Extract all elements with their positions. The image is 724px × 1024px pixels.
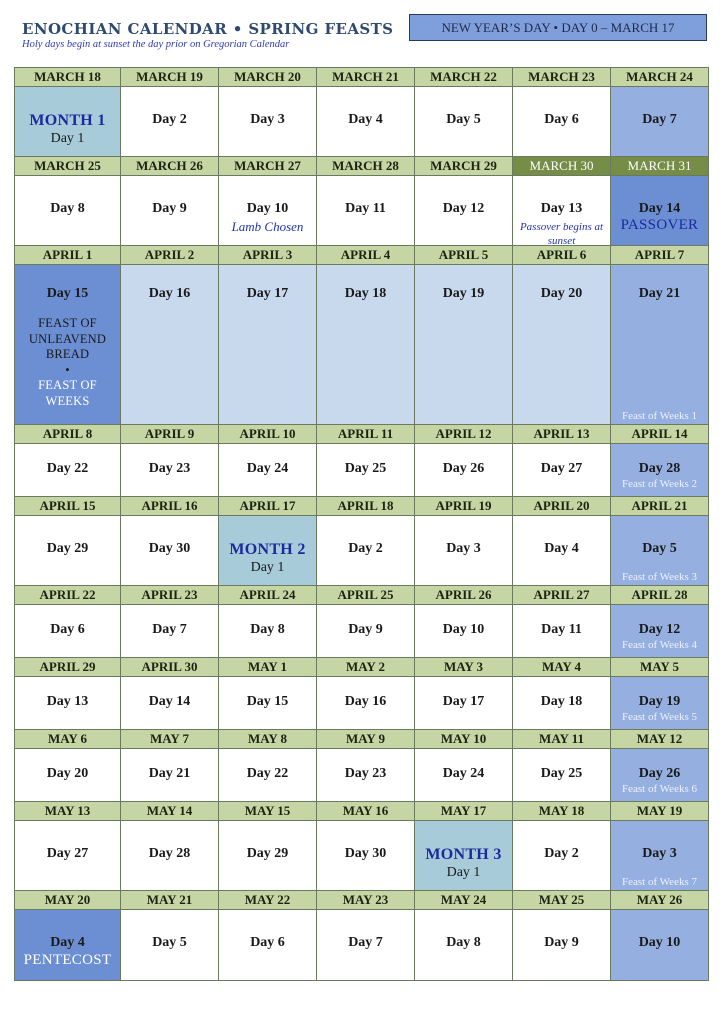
day-number: Day 4: [50, 935, 85, 950]
date-header: APRIL 15: [15, 497, 121, 516]
day-cell: [513, 605, 611, 658]
feast-of-weeks-count: Feast of Weeks 4: [622, 639, 697, 651]
date-header: MAY 11: [513, 730, 611, 749]
day-cell: [611, 749, 709, 802]
feast-of-weeks-count: Feast of Weeks 7: [622, 876, 697, 888]
day-number: Day 17: [442, 694, 485, 709]
date-header: MAY 20: [15, 891, 121, 910]
day-cell: [15, 677, 121, 730]
day-cell: [415, 677, 513, 730]
day-number: Day 10: [638, 935, 681, 950]
day-number: Day 21: [148, 766, 191, 781]
day-cell: [317, 265, 415, 425]
day-cell: [219, 516, 317, 586]
date-header: MAY 21: [121, 891, 219, 910]
day-number: Day 3: [642, 846, 677, 861]
passover-label: PASSOVER: [620, 217, 699, 233]
day-cell: [219, 265, 317, 425]
month-label: MONTH 1: [29, 112, 106, 129]
day-cell: [611, 605, 709, 658]
date-header: MAY 16: [317, 802, 415, 821]
calendar-title: ENOCHIAN CALENDAR • SPRING FEASTS: [22, 20, 394, 38]
day-number: Day 1: [250, 560, 285, 575]
day-number: Day 7: [642, 112, 677, 127]
day-number: Day 26: [638, 766, 681, 781]
day-number: Day 26: [442, 461, 485, 476]
day-cell: [121, 677, 219, 730]
date-header: MAY 26: [611, 891, 709, 910]
day-cell: [219, 87, 317, 157]
date-header: MAY 7: [121, 730, 219, 749]
day-cell: [513, 87, 611, 157]
day-cell: [415, 87, 513, 157]
day-number: Day 14: [638, 201, 681, 216]
day-cell: [121, 444, 219, 497]
day-cell: [513, 265, 611, 425]
day-number: Day 12: [442, 201, 485, 216]
day-number: Day 18: [540, 694, 583, 709]
date-header: MAY 13: [15, 802, 121, 821]
day-number: Day 8: [50, 201, 85, 216]
day-cell: [15, 444, 121, 497]
day-cell: [611, 821, 709, 891]
date-header: APRIL 11: [317, 425, 415, 444]
date-header: APRIL 27: [513, 586, 611, 605]
feast-of-weeks-count: Feast of Weeks 5: [622, 711, 697, 723]
date-header: APRIL 24: [219, 586, 317, 605]
day-cell: [15, 821, 121, 891]
day-number: Day 1: [446, 865, 481, 880]
feast-of-weeks-label: FEAST OF WEEKS: [38, 378, 97, 408]
day-cell: [15, 910, 121, 981]
day-cell: [15, 516, 121, 586]
day-cell: [219, 677, 317, 730]
day-number: Day 16: [344, 694, 387, 709]
day-number: Day 29: [46, 541, 89, 556]
day-number: Day 4: [348, 112, 383, 127]
day-cell: [513, 176, 611, 246]
day-number: Day 9: [348, 622, 383, 637]
date-header: MAY 17: [415, 802, 513, 821]
calendar-grid: [14, 67, 709, 981]
date-header: MAY 19: [611, 802, 709, 821]
day-cell: [219, 176, 317, 246]
day-cell: [513, 749, 611, 802]
date-header: MAY 10: [415, 730, 513, 749]
date-header: MAY 2: [317, 658, 415, 677]
day-cell: [121, 910, 219, 981]
day-number: Day 14: [148, 694, 191, 709]
month-label: MONTH 3: [425, 846, 502, 863]
day-number: Day 30: [148, 541, 191, 556]
date-header: MARCH 30: [513, 157, 611, 176]
day-cell: [121, 516, 219, 586]
day-cell: [611, 176, 709, 246]
day-number: Day 2: [544, 846, 579, 861]
day-number: Day 4: [544, 541, 579, 556]
day-cell: [415, 265, 513, 425]
date-header: MAY 4: [513, 658, 611, 677]
day-cell: [15, 605, 121, 658]
day-cell: [611, 87, 709, 157]
date-header: APRIL 22: [15, 586, 121, 605]
unleavened-bread-label: FEAST OF UNLEAVEND BREAD: [28, 316, 107, 361]
date-header: MAY 9: [317, 730, 415, 749]
date-header: APRIL 5: [415, 246, 513, 265]
date-header: APRIL 28: [611, 586, 709, 605]
feast-of-weeks-count: Feast of Weeks 6: [622, 783, 697, 795]
day-number: Day 28: [148, 846, 191, 861]
day-cell: [611, 265, 709, 425]
day-number: Day 11: [541, 622, 582, 637]
date-header: APRIL 30: [121, 658, 219, 677]
date-header: MARCH 28: [317, 157, 415, 176]
day-cell: [121, 176, 219, 246]
day-cell: [415, 749, 513, 802]
date-header: MARCH 19: [121, 68, 219, 87]
day-cell: [513, 516, 611, 586]
date-header: MAY 12: [611, 730, 709, 749]
date-header: APRIL 12: [415, 425, 513, 444]
date-header: APRIL 26: [415, 586, 513, 605]
day-cell: [415, 444, 513, 497]
day-cell: [415, 176, 513, 246]
date-header: MARCH 23: [513, 68, 611, 87]
date-header: MAY 1: [219, 658, 317, 677]
day-cell: [15, 87, 121, 157]
day-number: Day 25: [540, 766, 583, 781]
day-number: Day 8: [446, 935, 481, 950]
day-number: Day 3: [446, 541, 481, 556]
day-number: Day 6: [544, 112, 579, 127]
day-cell: [317, 605, 415, 658]
day-cell: [317, 677, 415, 730]
date-header: APRIL 8: [15, 425, 121, 444]
date-header: MARCH 22: [415, 68, 513, 87]
day-cell: [317, 749, 415, 802]
day-cell: [219, 821, 317, 891]
day-cell: [513, 677, 611, 730]
day-cell: [611, 516, 709, 586]
day-number: Day 27: [46, 846, 89, 861]
day-cell: [15, 176, 121, 246]
day-number: Day 20: [46, 766, 89, 781]
day-number: Day 6: [50, 622, 85, 637]
date-header: APRIL 25: [317, 586, 415, 605]
date-header: MAY 23: [317, 891, 415, 910]
day-cell: [121, 821, 219, 891]
date-header: MAY 24: [415, 891, 513, 910]
date-header: APRIL 3: [219, 246, 317, 265]
day-number: Day 19: [638, 694, 681, 709]
date-header: APRIL 17: [219, 497, 317, 516]
day-number: Day 17: [246, 286, 289, 301]
date-header: MAY 15: [219, 802, 317, 821]
day-cell: [611, 444, 709, 497]
day-cell: [611, 677, 709, 730]
date-header: MAY 18: [513, 802, 611, 821]
bullet-separator: •: [65, 362, 70, 377]
date-header: APRIL 21: [611, 497, 709, 516]
lamb-chosen-note: Lamb Chosen: [231, 219, 304, 234]
passover-note: Passover begins at sunset: [519, 221, 604, 246]
day-cell: [219, 910, 317, 981]
day-cell: [121, 605, 219, 658]
date-header: APRIL 14: [611, 425, 709, 444]
day-number: Day 15: [46, 286, 89, 301]
day-number: Day 10: [246, 201, 289, 216]
date-header: APRIL 13: [513, 425, 611, 444]
day-number: Day 20: [540, 286, 583, 301]
date-header: MAY 5: [611, 658, 709, 677]
day-number: Day 3: [250, 112, 285, 127]
feast-of-weeks-count: Feast of Weeks 2: [622, 478, 697, 490]
pentecost-label: PENTECOST: [23, 952, 112, 968]
date-header: MARCH 31: [611, 157, 709, 176]
date-header: APRIL 18: [317, 497, 415, 516]
day-number: Day 18: [344, 286, 387, 301]
date-header: MAY 8: [219, 730, 317, 749]
day-number: Day 22: [46, 461, 89, 476]
date-header: APRIL 20: [513, 497, 611, 516]
day-number: Day 15: [246, 694, 289, 709]
day-cell: [219, 749, 317, 802]
day-number: Day 12: [638, 622, 681, 637]
day-number: Day 16: [148, 286, 191, 301]
date-header: APRIL 2: [121, 246, 219, 265]
new-year-banner: NEW YEAR’S DAY • DAY 0 – MARCH 17: [409, 14, 707, 41]
day-cell: [317, 821, 415, 891]
date-header: APRIL 4: [317, 246, 415, 265]
day-number: Day 23: [148, 461, 191, 476]
feast-block: [15, 316, 120, 409]
day-number: Day 9: [152, 201, 187, 216]
day-number: Day 9: [544, 935, 579, 950]
date-header: APRIL 16: [121, 497, 219, 516]
date-header: APRIL 9: [121, 425, 219, 444]
day-cell: [317, 910, 415, 981]
day-number: Day 29: [246, 846, 289, 861]
day-number: Day 1: [50, 131, 85, 146]
day-cell: [121, 265, 219, 425]
day-cell: [219, 444, 317, 497]
day-number: Day 7: [348, 935, 383, 950]
feast-of-weeks-count: Feast of Weeks 1: [622, 410, 697, 422]
day-cell: [415, 516, 513, 586]
day-number: Day 5: [446, 112, 481, 127]
date-header: MARCH 25: [15, 157, 121, 176]
feast-of-weeks-count: Feast of Weeks 3: [622, 571, 697, 583]
date-header: MARCH 24: [611, 68, 709, 87]
day-number: Day 8: [250, 622, 285, 637]
date-header: APRIL 1: [15, 246, 121, 265]
day-number: Day 22: [246, 766, 289, 781]
date-header: MARCH 29: [415, 157, 513, 176]
date-header: MARCH 21: [317, 68, 415, 87]
day-number: Day 11: [345, 201, 386, 216]
day-number: Day 28: [638, 461, 681, 476]
day-number: Day 23: [344, 766, 387, 781]
day-cell: [121, 749, 219, 802]
date-header: MARCH 26: [121, 157, 219, 176]
day-number: Day 10: [442, 622, 485, 637]
date-header: MAY 22: [219, 891, 317, 910]
month-label: MONTH 2: [229, 541, 306, 558]
day-cell: [317, 444, 415, 497]
date-header: APRIL 6: [513, 246, 611, 265]
date-header: MAY 25: [513, 891, 611, 910]
day-number: Day 2: [152, 112, 187, 127]
day-cell: [317, 516, 415, 586]
day-cell: [513, 821, 611, 891]
day-cell: [415, 821, 513, 891]
day-cell: [513, 444, 611, 497]
day-cell: [317, 87, 415, 157]
day-cell: [15, 749, 121, 802]
date-header: MAY 14: [121, 802, 219, 821]
date-header: APRIL 29: [15, 658, 121, 677]
date-header: MAY 3: [415, 658, 513, 677]
day-cell: [415, 910, 513, 981]
day-number: Day 19: [442, 286, 485, 301]
day-number: Day 5: [152, 935, 187, 950]
day-number: Day 7: [152, 622, 187, 637]
day-cell: [121, 87, 219, 157]
date-header: MARCH 20: [219, 68, 317, 87]
day-number: Day 21: [638, 286, 681, 301]
day-number: Day 24: [246, 461, 289, 476]
day-cell: [513, 910, 611, 981]
day-number: Day 6: [250, 935, 285, 950]
day-cell: [219, 605, 317, 658]
date-header: MARCH 18: [15, 68, 121, 87]
day-number: Day 24: [442, 766, 485, 781]
day-cell: [611, 910, 709, 981]
date-header: APRIL 7: [611, 246, 709, 265]
date-header: APRIL 23: [121, 586, 219, 605]
date-header: APRIL 10: [219, 425, 317, 444]
day-number: Day 13: [46, 694, 89, 709]
day-cell: [415, 605, 513, 658]
day-cell: [15, 265, 121, 425]
day-cell: [317, 176, 415, 246]
day-number: Day 13: [540, 201, 583, 216]
day-number: Day 30: [344, 846, 387, 861]
date-header: MAY 6: [15, 730, 121, 749]
day-number: Day 2: [348, 541, 383, 556]
date-header: MARCH 27: [219, 157, 317, 176]
calendar-subtitle: Holy days begin at sunset the day prior on Gregorian Calendar: [22, 39, 290, 50]
date-header: APRIL 19: [415, 497, 513, 516]
day-number: Day 27: [540, 461, 583, 476]
day-number: Day 5: [642, 541, 677, 556]
day-number: Day 25: [344, 461, 387, 476]
